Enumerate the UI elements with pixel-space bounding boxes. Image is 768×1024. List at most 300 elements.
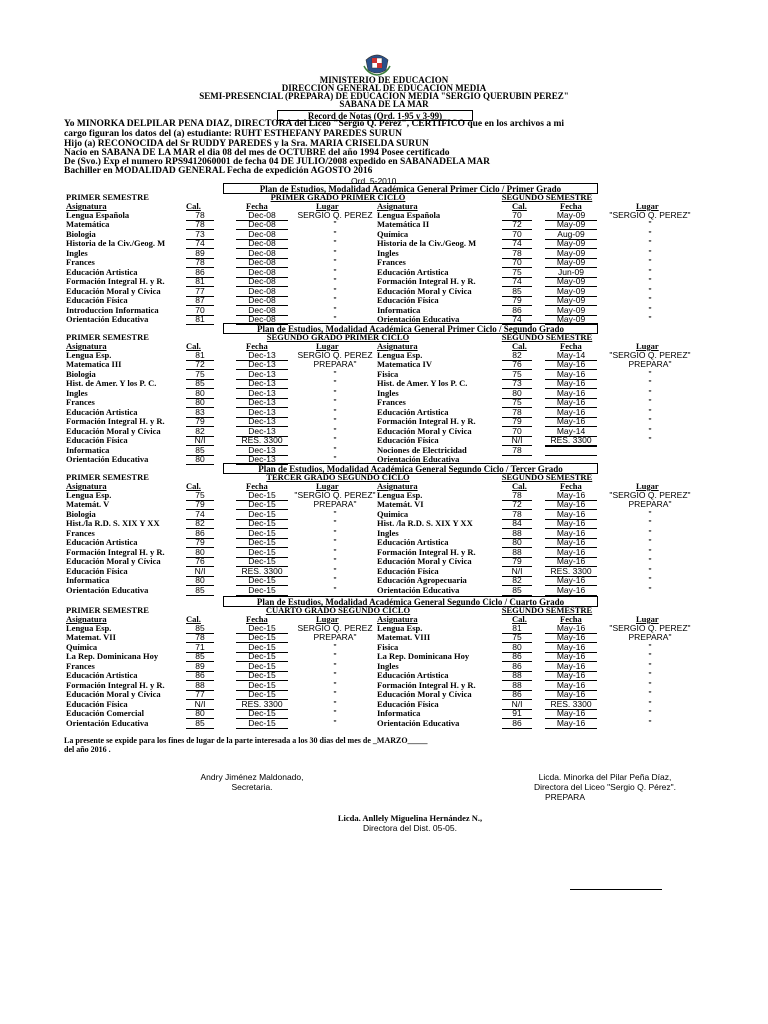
grade-2: 88 xyxy=(502,681,532,691)
grade-label: CUARTO GRADO SEGUNDO CICLO xyxy=(265,605,411,615)
subject-2: Ingles xyxy=(377,387,399,398)
date-2: May-16 xyxy=(545,417,597,427)
subject-1: Educación Física xyxy=(66,295,128,306)
date-2: May-16 xyxy=(545,709,597,719)
date-1: Dec-13 xyxy=(236,446,288,456)
col-lugar: Lugar xyxy=(316,614,339,624)
grade-1: 71 xyxy=(186,643,214,653)
date-2: May-09 xyxy=(545,258,597,268)
grade-2: 70 xyxy=(502,211,532,221)
date-2: May-09 xyxy=(545,287,597,297)
col-fecha: Fecha xyxy=(246,201,268,211)
date-2: May-09 xyxy=(545,277,597,287)
subject-2: Educación Artistica xyxy=(377,670,449,681)
date-1: Dec-08 xyxy=(236,315,288,325)
place-1: PREPARA" xyxy=(313,632,357,643)
col-fecha-2: Fecha xyxy=(560,201,582,211)
first-semester-label: PRIMER SEMESTRE xyxy=(66,192,149,202)
date-2: Jun-09 xyxy=(545,268,597,278)
date-2: May-16 xyxy=(545,379,597,389)
subject-1: Lengua Española xyxy=(66,210,130,220)
date-1: Dec-15 xyxy=(236,510,288,520)
subject-1: Frances xyxy=(66,660,95,671)
subject-1: Orientación Educativa xyxy=(66,453,149,464)
date-2: May-16 xyxy=(545,398,597,408)
date-1: Dec-15 xyxy=(236,538,288,548)
place-1: " xyxy=(333,584,337,595)
grade-2: 79 xyxy=(502,557,532,567)
subject-2: Educación Artistica xyxy=(377,266,449,277)
subject-2: Formación Integral H. y R. xyxy=(377,276,476,287)
date-2: May-16 xyxy=(545,538,597,548)
grade-2: 78 xyxy=(502,446,532,456)
date-2: May-09 xyxy=(545,315,597,325)
cert-line-4: Nacio en SABANA DE LA MAR el dia 08 del mes de OCTUBRE del año 1994 Posee certificado xyxy=(64,148,450,158)
date-2: May-16 xyxy=(545,557,597,567)
place-2: " xyxy=(648,651,652,662)
col-cal: Cal. xyxy=(186,614,201,624)
expide-year: del año 2016 . xyxy=(64,745,111,754)
date-1: Dec-13 xyxy=(236,389,288,399)
date-2: May-16 xyxy=(545,491,597,501)
place-1: " xyxy=(333,689,337,700)
place-2: " xyxy=(648,257,652,268)
direction-title: DIRECCION GENERAL DE EDUCACION MEDIA xyxy=(281,83,487,93)
cert-line-1: Yo MINORKA DELPILAR PENA DIAZ, DIRECTORA del Liceo "Sergio Q. Pérez", CERTIFICO que en los archivos a mi xyxy=(64,119,565,129)
place-1: " xyxy=(333,508,337,519)
expide-text: La presente se expide para los fines de lugar de la parte interesada a los 30 dias del mes de _MARZO_____ xyxy=(64,736,428,745)
grade-2: 86 xyxy=(502,719,532,729)
subject-2: Educación Física xyxy=(377,295,439,306)
signature-line xyxy=(570,889,662,890)
grade-1: 85 xyxy=(186,446,214,456)
col-cal-2: Cal. xyxy=(512,341,527,351)
subject-2: Educación Física xyxy=(377,435,439,446)
grade-1: 76 xyxy=(186,557,214,567)
date-1: Dec-08 xyxy=(236,230,288,240)
record-title: Record de Notas (Ord. 1-95 y 3-99) xyxy=(277,110,473,121)
col-asignatura-2: Asignatura xyxy=(377,614,418,624)
grade-2: N/I xyxy=(502,567,532,577)
date-1: Dec-15 xyxy=(236,557,288,567)
date-1: Dec-15 xyxy=(236,491,288,501)
place-2: " xyxy=(648,378,652,389)
cert-line-2: cargo figuran los datos del (a) estudiante: RUHT ESTHEFANY PAREDES SURUN xyxy=(64,129,402,139)
place-1: SERGIO Q. PEREZ xyxy=(297,623,373,633)
subject-2: Matemática II xyxy=(377,219,430,230)
place-2: PREPARA" xyxy=(628,359,672,370)
grade-1: 75 xyxy=(186,491,214,501)
place-2: PREPARA" xyxy=(628,632,672,643)
subject-2: Matemat. VIII xyxy=(377,632,431,643)
grade-2: 81 xyxy=(502,624,532,634)
date-1: Dec-13 xyxy=(236,408,288,418)
grade-2: 75 xyxy=(502,268,532,278)
town-title: SABANA DE LA MAR xyxy=(339,99,429,109)
date-1: Dec-15 xyxy=(236,548,288,558)
place-1: " xyxy=(333,717,337,728)
grade-1: 80 xyxy=(186,389,214,399)
date-2: May-16 xyxy=(545,624,597,634)
place-1: " xyxy=(333,708,337,719)
grade-row xyxy=(0,296,768,305)
grade-1: 73 xyxy=(186,230,214,240)
subject-1: Orientación Educativa xyxy=(66,717,149,728)
subject-2: Hist. /la R.D. S. XIX Y XX xyxy=(377,518,473,529)
col-asignatura: Asignatura xyxy=(66,201,107,211)
subject-1: Hist./la R.D. S. XIX Y XX xyxy=(66,518,160,529)
subject-2: Orientación Educativa xyxy=(377,313,460,324)
grade-label: TERCER GRADO SEGUNDO CICLO xyxy=(266,472,410,482)
grade-2: 82 xyxy=(502,576,532,586)
subject-1: Lengua Esp. xyxy=(66,623,112,633)
date-1: Dec-08 xyxy=(236,287,288,297)
place-2: "SERGIO Q. PEREZ" xyxy=(609,490,691,500)
date-1: Dec-15 xyxy=(236,662,288,672)
grade-2: 74 xyxy=(502,315,532,325)
date-2 xyxy=(545,455,597,456)
subject-1: Formación Integral H. y R. xyxy=(66,546,165,557)
place-1: PREPARA" xyxy=(313,359,357,370)
subject-2: Formación Integral H. y R. xyxy=(377,679,476,690)
date-2: RES. 3300 xyxy=(545,436,597,446)
grade-2: 78 xyxy=(502,249,532,259)
place-1: " xyxy=(333,575,337,586)
grade-2: 74 xyxy=(502,277,532,287)
place-2: " xyxy=(648,679,652,690)
col-lugar-2: Lugar xyxy=(636,201,659,211)
date-1: Dec-15 xyxy=(236,709,288,719)
place-1: " xyxy=(333,641,337,652)
date-1: Dec-08 xyxy=(236,296,288,306)
second-semester-label: SEGUNDO SEMESTRE xyxy=(501,472,593,482)
place-1: " xyxy=(333,219,337,230)
place-1: " xyxy=(333,537,337,548)
place-2: PREPARA" xyxy=(628,499,672,510)
grade-1: 70 xyxy=(186,306,214,316)
grade-2: 91 xyxy=(502,709,532,719)
subject-2: Quimica xyxy=(377,508,409,519)
second-semester-label: SEGUNDO SEMESTRE xyxy=(501,605,593,615)
date-1: Dec-13 xyxy=(236,398,288,408)
subject-1: Lengua Esp. xyxy=(66,350,112,360)
subject-1: Biologia xyxy=(66,368,96,379)
col-fecha-2: Fecha xyxy=(560,614,582,624)
subject-2: Lengua Española xyxy=(377,210,441,220)
place-1: " xyxy=(333,295,337,306)
grade-2: 86 xyxy=(502,306,532,316)
place-1: " xyxy=(333,397,337,408)
place-1: " xyxy=(333,556,337,567)
date-2: May-16 xyxy=(545,370,597,380)
subject-2: Formación Integral H. y R. xyxy=(377,546,476,557)
subject-1: Introduccion Informatica xyxy=(66,304,159,315)
date-1: RES. 3300 xyxy=(236,436,288,446)
grade-2: 84 xyxy=(502,519,532,529)
date-2: May-16 xyxy=(545,690,597,700)
grade-1: 82 xyxy=(186,519,214,529)
subject-1: Educación Moral y Cívica xyxy=(66,425,161,436)
grade-2: 74 xyxy=(502,239,532,249)
place-1: " xyxy=(333,670,337,681)
place-2: " xyxy=(648,387,652,398)
place-1: " xyxy=(333,698,337,709)
cert-line-5: De (Svo.) Exp el numero RPS9412060001 de fecha 04 DE JULIO/2008 expedido en SABANADELA MAR xyxy=(64,157,491,167)
place-1: " xyxy=(333,444,337,455)
grade-1: 72 xyxy=(186,360,214,370)
coat-of-arms-seal xyxy=(362,52,392,76)
subject-2: Educación Física xyxy=(377,698,439,709)
col-cal-2: Cal. xyxy=(512,614,527,624)
grade-2: 70 xyxy=(502,427,532,437)
grade-2: 78 xyxy=(502,491,532,501)
grade-2: 75 xyxy=(502,398,532,408)
date-1: Dec-15 xyxy=(236,719,288,729)
grade-2: 78 xyxy=(502,510,532,520)
place-2: " xyxy=(648,708,652,719)
place-1: " xyxy=(333,378,337,389)
place-2: " xyxy=(648,575,652,586)
place-1: " xyxy=(333,228,337,239)
grade-row xyxy=(0,690,768,699)
subject-1: Frances xyxy=(66,397,95,408)
date-1: Dec-08 xyxy=(236,220,288,230)
col-fecha-2: Fecha xyxy=(560,481,582,491)
grade-row xyxy=(0,538,768,547)
subject-2: Orientación Educativa xyxy=(377,717,460,728)
grade-2: 80 xyxy=(502,643,532,653)
col-cal: Cal. xyxy=(186,341,201,351)
place-1: " xyxy=(333,679,337,690)
grade-1: N/I xyxy=(186,567,214,577)
ord-label: Ord. 5-2010 xyxy=(351,176,397,186)
date-2: May-16 xyxy=(545,586,597,596)
subject-1: Educación Artistica xyxy=(66,670,138,681)
grade-2: 86 xyxy=(502,652,532,662)
subject-2: Nociones de Electricidad xyxy=(377,444,467,455)
place-1: " xyxy=(333,368,337,379)
subject-1: Biologia xyxy=(66,508,96,519)
date-2: May-16 xyxy=(545,510,597,520)
grade-2: 79 xyxy=(502,417,532,427)
col-cal: Cal. xyxy=(186,201,201,211)
district-director-name: Licda. Anllely Miguelina Hernández N., xyxy=(337,813,483,823)
date-2: May-16 xyxy=(545,548,597,558)
grade-row xyxy=(0,719,768,728)
date-1: Dec-15 xyxy=(236,652,288,662)
date-1: Dec-13 xyxy=(236,351,288,361)
subject-2: Química xyxy=(377,228,409,239)
cert-line-6: Bachiller en MODALIDAD GENERAL Fecha de expedición AGOSTO 2016 xyxy=(64,166,373,176)
subject-1: Orientación Educativa xyxy=(66,313,149,324)
date-1: Dec-08 xyxy=(236,258,288,268)
grade-1: 74 xyxy=(186,510,214,520)
subject-2: Educación Moral y Cívica xyxy=(377,285,472,296)
plan-title: Plan de Estudios, Modalidad Académica General Primer Ciclo / Segundo Grado xyxy=(223,323,598,334)
date-2: May-16 xyxy=(545,671,597,681)
col-asignatura: Asignatura xyxy=(66,614,107,624)
grade-row xyxy=(0,379,768,388)
place-1: " xyxy=(333,313,337,324)
place-2: " xyxy=(648,397,652,408)
date-1: Dec-15 xyxy=(236,624,288,634)
grade-2: 82 xyxy=(502,351,532,361)
place-2: " xyxy=(648,537,652,548)
subject-1: Química xyxy=(66,641,98,652)
subject-2: Matemát. VI xyxy=(377,499,424,510)
col-cal-2: Cal. xyxy=(512,201,527,211)
subject-1: Educación Moral y Cívica xyxy=(66,285,161,296)
grade-1: 87 xyxy=(186,296,214,306)
grade-row xyxy=(0,586,768,595)
place-1: " xyxy=(333,285,337,296)
place-2: " xyxy=(648,556,652,567)
date-2: May-16 xyxy=(545,719,597,729)
grade-1: 78 xyxy=(186,211,214,221)
place-1: " xyxy=(333,406,337,417)
place-1: " xyxy=(333,527,337,538)
date-1: Dec-15 xyxy=(236,586,288,596)
grade-2: 70 xyxy=(502,258,532,268)
plan-title: Plan de Estudios, Modalidad Académica General Segundo Ciclo / Cuarto Grado xyxy=(223,596,598,607)
place-1: " xyxy=(333,435,337,446)
place-2: " xyxy=(648,219,652,230)
grade-row xyxy=(0,436,768,445)
col-cal: Cal. xyxy=(186,481,201,491)
place-1: PREPARA" xyxy=(313,499,357,510)
place-1: " xyxy=(333,518,337,529)
place-2: " xyxy=(648,238,652,249)
grade-2: 72 xyxy=(502,220,532,230)
date-2: May-16 xyxy=(545,576,597,586)
date-2: May-16 xyxy=(545,529,597,539)
place-2: " xyxy=(648,313,652,324)
subject-1: Matemát. V xyxy=(66,499,110,510)
secretary-title: Secretaria. xyxy=(231,782,273,792)
subject-2: Educación Artistica xyxy=(377,406,449,417)
col-asignatura: Asignatura xyxy=(66,341,107,351)
grade-row xyxy=(0,239,768,248)
place-1: " xyxy=(333,453,337,464)
subject-2: Lengua Esp. xyxy=(377,490,423,500)
subject-1: Frances xyxy=(66,257,95,268)
grade-1: 80 xyxy=(186,548,214,558)
subject-1: Orientación Educativa xyxy=(66,584,149,595)
date-1: Dec-15 xyxy=(236,690,288,700)
date-2: May-09 xyxy=(545,211,597,221)
subject-1: Frances xyxy=(66,527,95,538)
plan-title: Plan de Estudios, Modalidad Académica General Segundo Ciclo / Tercer Grado xyxy=(223,463,598,474)
grade-1: 74 xyxy=(186,239,214,249)
col-lugar-2: Lugar xyxy=(636,614,659,624)
first-semester-label: PRIMER SEMESTRE xyxy=(66,605,149,615)
place-1: "SERGIO Q. PEREZ" xyxy=(294,490,376,500)
grade-2: 75 xyxy=(502,633,532,643)
place-1: " xyxy=(333,257,337,268)
date-2: May-16 xyxy=(545,408,597,418)
grade-1: 80 xyxy=(186,576,214,586)
subject-1: Informatica xyxy=(66,575,110,586)
date-1: Dec-08 xyxy=(236,211,288,221)
subject-1: Ingles xyxy=(66,247,88,258)
cert-line-3: Hijo (a) RECONOCIDA del Sr RUDDY PAREDES y la Sra. MARIA CRISELDA SURUN xyxy=(64,139,429,149)
place-2: " xyxy=(648,689,652,700)
grade-row xyxy=(0,557,768,566)
col-asignatura-2: Asignatura xyxy=(377,481,418,491)
grade-1: 89 xyxy=(186,662,214,672)
grade-row xyxy=(0,576,768,585)
place-1: " xyxy=(333,238,337,249)
place-1: " xyxy=(333,425,337,436)
first-semester-label: PRIMER SEMESTRE xyxy=(66,472,149,482)
date-1: RES. 3300 xyxy=(236,567,288,577)
col-asignatura-2: Asignatura xyxy=(377,201,418,211)
grade-row xyxy=(0,398,768,407)
place-2: " xyxy=(648,698,652,709)
subject-2: Lengua Esp. xyxy=(377,350,423,360)
date-1: Dec-13 xyxy=(236,455,288,465)
subject-1: Educación Física xyxy=(66,435,128,446)
date-2: May-16 xyxy=(545,500,597,510)
grade-2: 88 xyxy=(502,548,532,558)
subject-2: Informatica xyxy=(377,304,421,315)
date-2: May-09 xyxy=(545,239,597,249)
grade-1: 81 xyxy=(186,351,214,361)
date-2: May-16 xyxy=(545,662,597,672)
date-1: Dec-08 xyxy=(236,249,288,259)
subject-2: Formación Integral H. y R. xyxy=(377,416,476,427)
place-2: "SERGIO Q. PEREZ" xyxy=(609,350,691,360)
subject-2: Frances xyxy=(377,257,406,268)
date-1: Dec-08 xyxy=(236,306,288,316)
subject-1: Hist. de Amer. Y los P. C. xyxy=(66,378,157,389)
date-1: Dec-15 xyxy=(236,643,288,653)
place-1: SERGIO Q. PEREZ xyxy=(297,210,373,220)
grade-1: 79 xyxy=(186,500,214,510)
place-2: " xyxy=(648,228,652,239)
col-lugar: Lugar xyxy=(316,341,339,351)
grade-1: 81 xyxy=(186,315,214,325)
place-1: " xyxy=(333,565,337,576)
grade-1: 79 xyxy=(186,417,214,427)
grade-row xyxy=(0,671,768,680)
place-2: " xyxy=(648,435,652,446)
col-lugar: Lugar xyxy=(316,481,339,491)
place-2: " xyxy=(648,717,652,728)
grade-row xyxy=(0,258,768,267)
date-2: May-14 xyxy=(545,427,597,437)
grade-1: 78 xyxy=(186,220,214,230)
grade-1: 85 xyxy=(186,379,214,389)
subject-1: Educación Comercial xyxy=(66,708,144,719)
date-1: Dec-13 xyxy=(236,427,288,437)
school-title: SEMI-PRESENCIAL (PREPARA) DE EDUCACION MEDIA "SERGIO QUERUBIN PEREZ" xyxy=(199,91,569,101)
subject-2: Educación Agropecuaria xyxy=(377,575,467,586)
place-1: " xyxy=(333,660,337,671)
grade-2: 78 xyxy=(502,408,532,418)
date-1: Dec-13 xyxy=(236,370,288,380)
subject-1: Educación Artistica xyxy=(66,406,138,417)
subject-1: Formación Integral H. y R. xyxy=(66,276,165,287)
subject-1: Formación Integral H. y R. xyxy=(66,679,165,690)
grade-2: 76 xyxy=(502,360,532,370)
grade-2: 86 xyxy=(502,690,532,700)
subject-1: Ingles xyxy=(66,387,88,398)
grade-2: 79 xyxy=(502,296,532,306)
grade-2: 73 xyxy=(502,379,532,389)
date-2: May-16 xyxy=(545,681,597,691)
subject-2: Lengua Esp. xyxy=(377,623,423,633)
